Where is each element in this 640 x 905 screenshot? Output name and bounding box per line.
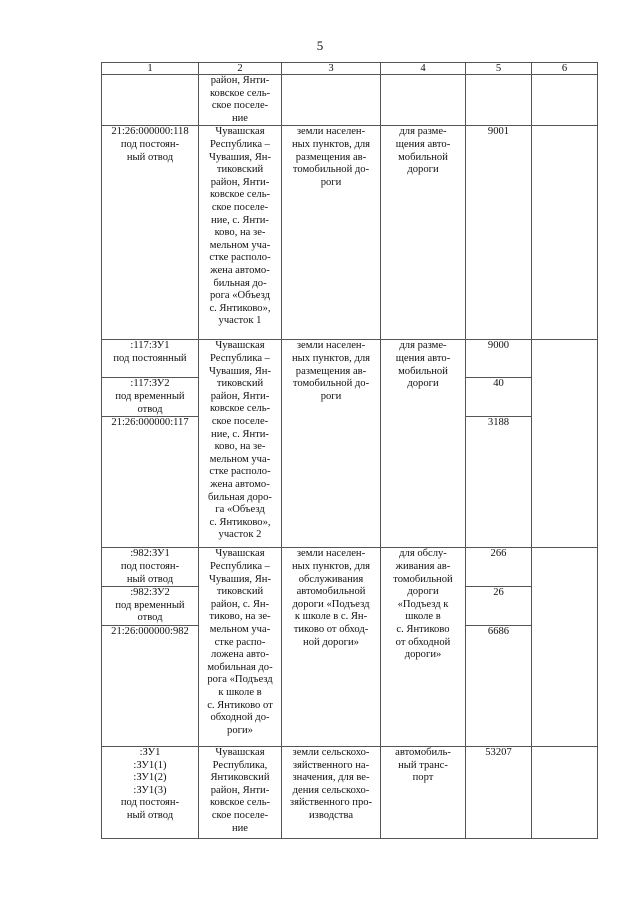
cell-area <box>466 75 532 126</box>
cell-land-category: земли сельскохо- зяйственного на- значения, для ве- дения сельскохо- зяйственного про- изводства <box>282 746 381 838</box>
cell-location: Чувашская Республика – Чувашия, Ян- тиковский район, с. Ян- тиково, на зе- мельном уча- стке распо- ложена авто- мобильная до- рога «Подъезд к школе в с. Янтиково от обходной до- роги» <box>199 548 282 747</box>
cell-cadastral <box>102 75 199 126</box>
cell-location: Чувашская Республика – Чувашия, Ян- тиковский район, Янти- ковское сель- ское поселе- ние, с. Янти- ково, на зе- мельном уча- стке располо- жена автомо- бильная до- рога «Объезд с. Янтиково», участок 1 <box>199 126 282 340</box>
cell-cadastral: 21:26:000000:982 <box>102 625 199 746</box>
header-cell-5: 5 <box>466 63 532 75</box>
header-row <box>102 63 598 75</box>
cell-cadastral: 21:26:000000:118 под постоян- ный отвод <box>102 126 199 340</box>
cell-area: 40 <box>466 378 532 417</box>
cell-area: 6686 <box>466 625 532 746</box>
cell-area: 9000 <box>466 340 532 378</box>
cell-area: 26 <box>466 587 532 626</box>
cell-cadastral: :982:ЗУ1 под постоян- ный отвод <box>102 548 199 587</box>
cell-location: район, Янти- ковское сель- ское поселе- ние <box>199 75 282 126</box>
header-cell-1: 1 <box>102 63 199 75</box>
cell-area: 9001 <box>466 126 532 340</box>
cell-note <box>532 746 598 838</box>
table-row <box>102 746 598 838</box>
table-row-continued <box>102 75 598 126</box>
cell-cadastral: :117:ЗУ2 под временный отвод <box>102 378 199 417</box>
page-number: 5 <box>316 38 324 53</box>
cell-note <box>532 548 598 747</box>
cell-note <box>532 75 598 126</box>
cell-note <box>532 126 598 340</box>
cell-cadastral: :ЗУ1 :ЗУ1(1) :ЗУ1(2) :ЗУ1(3) под постоян- ный отвод <box>102 746 199 838</box>
header-cell-4: 4 <box>381 63 466 75</box>
land-plots-table <box>101 62 598 839</box>
cell-note <box>532 340 598 548</box>
table-row <box>102 548 598 587</box>
cell-location: Чувашская Республика, Янтиковский район, Янти- ковское сель- ское поселе- ние <box>199 746 282 838</box>
cell-area: 3188 <box>466 417 532 548</box>
cell-purpose <box>381 75 466 126</box>
cell-land-category: земли населен- ных пунктов, для размещения ав- томобильной до- роги <box>282 126 381 340</box>
table-row <box>102 126 598 340</box>
cell-area: 53207 <box>466 746 532 838</box>
header-cell-6: 6 <box>532 63 598 75</box>
cell-cadastral: :982:ЗУ2 под временный отвод <box>102 587 199 626</box>
header-cell-2: 2 <box>199 63 282 75</box>
cell-purpose: автомобиль- ный транс- порт <box>381 746 466 838</box>
cell-purpose: для разме- щения авто- мобильной дороги <box>381 340 466 548</box>
cell-location: Чувашская Республика – Чувашия, Ян- тиковский район, Янти- ковское сель- ское поселе- ние, с. Янти- ково, на зе- мельном уча- стке располо- жена автомо- бильная доро- га «Объезд с. Янтиково», участок 2 <box>199 340 282 548</box>
header-cell-3: 3 <box>282 63 381 75</box>
table-row <box>102 340 598 378</box>
cell-land-category: земли населен- ных пунктов, для размещения ав- томобильной до- роги <box>282 340 381 548</box>
cell-land-category: земли населен- ных пунктов, для обслуживания автомобильной дороги «Подъезд к школе в с. Ян- тиково от обход- ной дороги» <box>282 548 381 747</box>
cell-purpose: для разме- щения авто- мобильной дороги <box>381 126 466 340</box>
cell-cadastral: 21:26:000000:117 <box>102 417 199 548</box>
cell-cadastral: :117:ЗУ1 под постоянный <box>102 340 199 378</box>
cell-purpose: для обслу- живания ав- томобильной дороги «Подъезд к школе в с. Янтиково от обходной дороги» <box>381 548 466 747</box>
cell-area: 266 <box>466 548 532 587</box>
cell-land-category <box>282 75 381 126</box>
